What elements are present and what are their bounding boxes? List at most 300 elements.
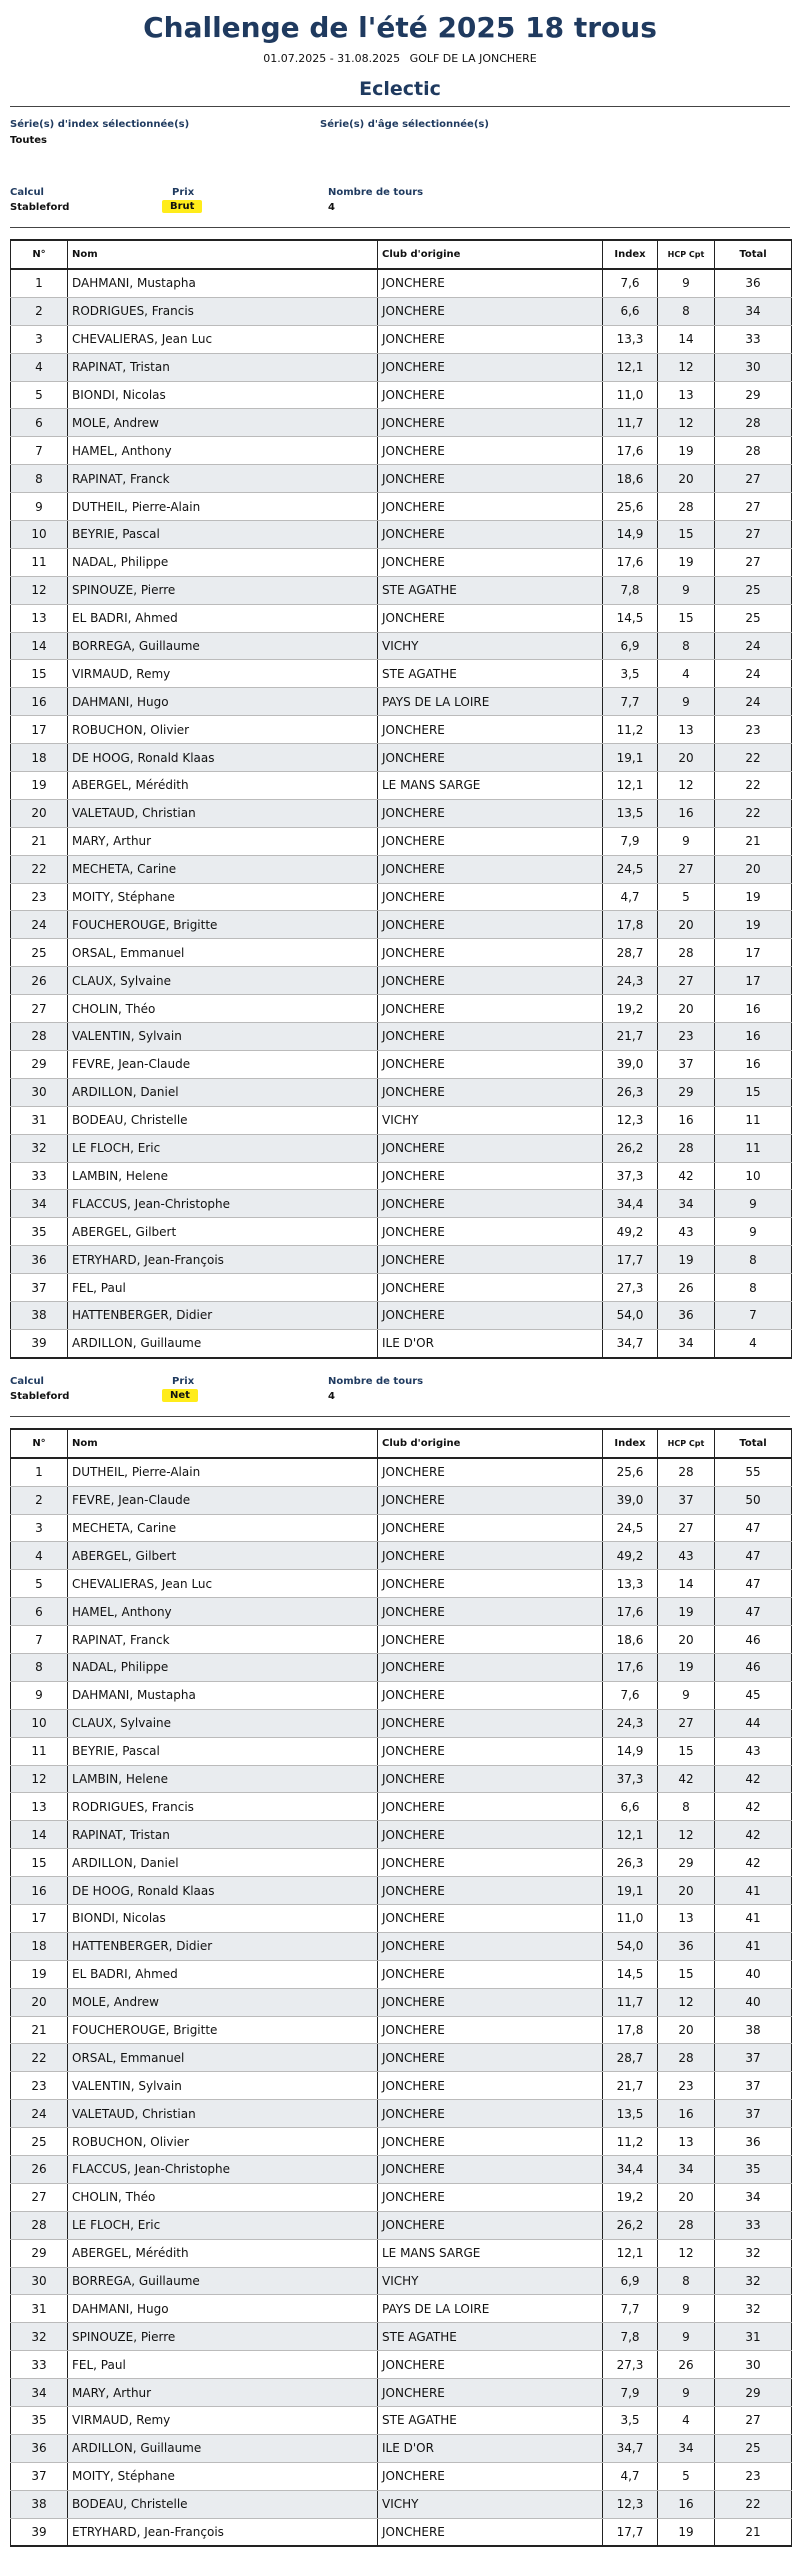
- results-table-brut: [10, 239, 792, 1359]
- index-cell: 26,2: [603, 1134, 658, 1162]
- table-row: [11, 2407, 792, 2435]
- table-row: [11, 1078, 792, 1106]
- hcp-cell: 15: [658, 1960, 715, 1988]
- index-cell: 26,3: [603, 1849, 658, 1877]
- index-cell: 7,6: [603, 1681, 658, 1709]
- table-row: [11, 939, 792, 967]
- col-header-name: Nom: [68, 1429, 378, 1458]
- rank-cell: 14: [11, 1821, 68, 1849]
- total-cell: 25: [715, 604, 792, 632]
- rank-cell: 1: [11, 1458, 68, 1486]
- table-row: [11, 1162, 792, 1190]
- club-cell: STE AGATHE: [378, 660, 603, 688]
- hcp-cell: 16: [658, 1106, 715, 1134]
- hcp-cell: 23: [658, 1023, 715, 1051]
- index-cell: 17,7: [603, 1246, 658, 1274]
- total-cell: 42: [715, 1765, 792, 1793]
- total-cell: 46: [715, 1626, 792, 1654]
- total-cell: 40: [715, 1988, 792, 2016]
- index-cell: 39,0: [603, 1050, 658, 1078]
- index-cell: 14,9: [603, 1737, 658, 1765]
- player-name-cell: EL BADRI, Ahmed: [68, 1960, 378, 1988]
- hcp-cell: 15: [658, 1737, 715, 1765]
- table-row: [11, 1988, 792, 2016]
- hcp-cell: 34: [658, 1329, 715, 1357]
- club-cell: JONCHERE: [378, 2128, 603, 2156]
- club-cell: JONCHERE: [378, 1821, 603, 1849]
- index-cell: 7,8: [603, 576, 658, 604]
- prix-label: Prix: [172, 1375, 195, 1387]
- rank-cell: 4: [11, 353, 68, 381]
- player-name-cell: ORSAL, Emmanuel: [68, 939, 378, 967]
- rank-cell: 39: [11, 2518, 68, 2546]
- index-cell: 6,6: [603, 297, 658, 325]
- club-cell: ILE D'OR: [378, 1329, 603, 1357]
- table-row: [11, 772, 792, 800]
- player-name-cell: MOLE, Andrew: [68, 409, 378, 437]
- table-row: [11, 269, 792, 297]
- hcp-cell: 12: [658, 353, 715, 381]
- total-cell: 8: [715, 1274, 792, 1302]
- club-cell: LE MANS SARGE: [378, 772, 603, 800]
- hcp-cell: 28: [658, 493, 715, 521]
- club-cell: JONCHERE: [378, 2072, 603, 2100]
- table-row: [11, 827, 792, 855]
- club-cell: JONCHERE: [378, 1765, 603, 1793]
- rank-cell: 20: [11, 1988, 68, 2016]
- rank-cell: 39: [11, 1329, 68, 1357]
- hcp-cell: 19: [658, 1598, 715, 1626]
- rank-cell: 28: [11, 1023, 68, 1051]
- player-name-cell: MARY, Arthur: [68, 827, 378, 855]
- club-cell: JONCHERE: [378, 548, 603, 576]
- rank-cell: 9: [11, 493, 68, 521]
- table-row: [11, 1653, 792, 1681]
- club-cell: JONCHERE: [378, 855, 603, 883]
- index-cell: 25,6: [603, 493, 658, 521]
- filters-block: [10, 107, 790, 183]
- club-cell: JONCHERE: [378, 2016, 603, 2044]
- table-row: [11, 1709, 792, 1737]
- club-cell: JONCHERE: [378, 911, 603, 939]
- hcp-cell: 9: [658, 2323, 715, 2351]
- rank-cell: 29: [11, 2239, 68, 2267]
- player-name-cell: HAMEL, Anthony: [68, 437, 378, 465]
- rank-cell: 34: [11, 2379, 68, 2407]
- club-cell: JONCHERE: [378, 2351, 603, 2379]
- rank-cell: 18: [11, 1932, 68, 1960]
- total-cell: 37: [715, 2100, 792, 2128]
- club-cell: JONCHERE: [378, 465, 603, 493]
- rank-cell: 12: [11, 1765, 68, 1793]
- total-cell: 55: [715, 1458, 792, 1486]
- hcp-cell: 14: [658, 325, 715, 353]
- index-cell: 7,9: [603, 2379, 658, 2407]
- player-name-cell: ETRYHARD, Jean-François: [68, 1246, 378, 1274]
- player-name-cell: BORREGA, Guillaume: [68, 632, 378, 660]
- calc-block-net: [10, 1376, 790, 1416]
- index-cell: 17,8: [603, 2016, 658, 2044]
- index-cell: 3,5: [603, 2407, 658, 2435]
- hcp-cell: 9: [658, 688, 715, 716]
- index-cell: 21,7: [603, 1023, 658, 1051]
- index-filter-value: Toutes: [10, 135, 47, 146]
- club-cell: VICHY: [378, 2490, 603, 2518]
- player-name-cell: DUTHEIL, Pierre-Alain: [68, 493, 378, 521]
- player-name-cell: RODRIGUES, Francis: [68, 297, 378, 325]
- rank-cell: 28: [11, 2211, 68, 2239]
- total-cell: 45: [715, 1681, 792, 1709]
- total-cell: 9: [715, 1190, 792, 1218]
- rank-cell: 36: [11, 2434, 68, 2462]
- player-name-cell: ARDILLON, Daniel: [68, 1849, 378, 1877]
- total-cell: 37: [715, 2072, 792, 2100]
- club-cell: JONCHERE: [378, 1190, 603, 1218]
- rank-cell: 10: [11, 1709, 68, 1737]
- total-cell: 47: [715, 1514, 792, 1542]
- club-cell: JONCHERE: [378, 1514, 603, 1542]
- table-row: [11, 1050, 792, 1078]
- rank-cell: 9: [11, 1681, 68, 1709]
- total-cell: 23: [715, 2462, 792, 2490]
- hcp-cell: 5: [658, 883, 715, 911]
- player-name-cell: RAPINAT, Franck: [68, 1626, 378, 1654]
- total-cell: 34: [715, 2183, 792, 2211]
- index-cell: 12,1: [603, 772, 658, 800]
- player-name-cell: ETRYHARD, Jean-François: [68, 2518, 378, 2546]
- index-cell: 12,1: [603, 353, 658, 381]
- club-cell: VICHY: [378, 1106, 603, 1134]
- table-row: [11, 353, 792, 381]
- hcp-cell: 19: [658, 1653, 715, 1681]
- index-cell: 4,7: [603, 2462, 658, 2490]
- hcp-cell: 26: [658, 1274, 715, 1302]
- table-row: [11, 716, 792, 744]
- index-cell: 54,0: [603, 1932, 658, 1960]
- rank-cell: 31: [11, 1106, 68, 1134]
- rank-cell: 6: [11, 1598, 68, 1626]
- rank-cell: 27: [11, 2183, 68, 2211]
- club-cell: JONCHERE: [378, 1246, 603, 1274]
- total-cell: 31: [715, 2323, 792, 2351]
- hcp-cell: 43: [658, 1218, 715, 1246]
- hcp-cell: 8: [658, 2267, 715, 2295]
- col-header-name: Nom: [68, 240, 378, 269]
- table-row: [11, 883, 792, 911]
- player-name-cell: LAMBIN, Helene: [68, 1162, 378, 1190]
- club-cell: JONCHERE: [378, 521, 603, 549]
- table-row: [11, 632, 792, 660]
- index-cell: 34,7: [603, 2434, 658, 2462]
- rank-cell: 21: [11, 2016, 68, 2044]
- club-cell: JONCHERE: [378, 1134, 603, 1162]
- total-cell: 17: [715, 967, 792, 995]
- rank-cell: 4: [11, 1542, 68, 1570]
- rank-cell: 2: [11, 297, 68, 325]
- total-cell: 42: [715, 1793, 792, 1821]
- index-cell: 18,6: [603, 465, 658, 493]
- rank-cell: 32: [11, 1134, 68, 1162]
- hcp-cell: 28: [658, 2044, 715, 2072]
- total-cell: 41: [715, 1904, 792, 1932]
- club-cell: JONCHERE: [378, 967, 603, 995]
- rank-cell: 5: [11, 1570, 68, 1598]
- player-name-cell: CHEVALIERAS, Jean Luc: [68, 1570, 378, 1598]
- hcp-cell: 15: [658, 521, 715, 549]
- player-name-cell: HAMEL, Anthony: [68, 1598, 378, 1626]
- player-name-cell: FOUCHEROUGE, Brigitte: [68, 2016, 378, 2044]
- table-row: [11, 1190, 792, 1218]
- course-name: GOLF DE LA JONCHERE: [409, 52, 537, 65]
- table-row: [11, 2239, 792, 2267]
- total-cell: 24: [715, 688, 792, 716]
- hcp-cell: 9: [658, 1681, 715, 1709]
- club-cell: JONCHERE: [378, 1570, 603, 1598]
- col-header-total: Total: [715, 1429, 792, 1458]
- table-row: [11, 1274, 792, 1302]
- total-cell: 47: [715, 1570, 792, 1598]
- hcp-cell: 19: [658, 2518, 715, 2546]
- total-cell: 37: [715, 2044, 792, 2072]
- rank-cell: 16: [11, 1877, 68, 1905]
- hcp-cell: 5: [658, 2462, 715, 2490]
- rank-cell: 13: [11, 604, 68, 632]
- tours-value: 4: [328, 202, 335, 213]
- player-name-cell: ABERGEL, Gilbert: [68, 1542, 378, 1570]
- index-cell: 14,5: [603, 1960, 658, 1988]
- hcp-cell: 29: [658, 1849, 715, 1877]
- total-cell: 32: [715, 2239, 792, 2267]
- player-name-cell: MECHETA, Carine: [68, 1514, 378, 1542]
- index-cell: 24,5: [603, 1514, 658, 1542]
- total-cell: 22: [715, 772, 792, 800]
- rank-cell: 19: [11, 1960, 68, 1988]
- hcp-cell: 29: [658, 1078, 715, 1106]
- table-row: [11, 2016, 792, 2044]
- index-cell: 24,5: [603, 855, 658, 883]
- club-cell: JONCHERE: [378, 604, 603, 632]
- rank-cell: 32: [11, 2323, 68, 2351]
- col-header-rank: N°: [11, 240, 68, 269]
- index-cell: 6,9: [603, 632, 658, 660]
- col-header-index: Index: [603, 240, 658, 269]
- table-row: [11, 2267, 792, 2295]
- total-cell: 27: [715, 493, 792, 521]
- player-name-cell: DAHMANI, Mustapha: [68, 1681, 378, 1709]
- rank-cell: 34: [11, 1190, 68, 1218]
- player-name-cell: ARDILLON, Daniel: [68, 1078, 378, 1106]
- table-row: [11, 1904, 792, 1932]
- total-cell: 24: [715, 660, 792, 688]
- hcp-cell: 12: [658, 1821, 715, 1849]
- hcp-cell: 13: [658, 381, 715, 409]
- club-cell: JONCHERE: [378, 1904, 603, 1932]
- index-cell: 26,2: [603, 2211, 658, 2239]
- rank-cell: 17: [11, 716, 68, 744]
- index-cell: 13,5: [603, 799, 658, 827]
- total-cell: 20: [715, 855, 792, 883]
- player-name-cell: NADAL, Philippe: [68, 548, 378, 576]
- calc-label: Calcul: [10, 1375, 44, 1387]
- club-cell: VICHY: [378, 2267, 603, 2295]
- table-row: [11, 1765, 792, 1793]
- rank-cell: 37: [11, 2462, 68, 2490]
- index-cell: 12,1: [603, 2239, 658, 2267]
- total-cell: 19: [715, 883, 792, 911]
- rank-cell: 22: [11, 855, 68, 883]
- table-row: [11, 1793, 792, 1821]
- index-cell: 49,2: [603, 1218, 658, 1246]
- rank-cell: 5: [11, 381, 68, 409]
- table-row: [11, 2044, 792, 2072]
- total-cell: 27: [715, 2407, 792, 2435]
- total-cell: 29: [715, 381, 792, 409]
- index-cell: 19,1: [603, 1877, 658, 1905]
- rank-cell: 23: [11, 883, 68, 911]
- hcp-cell: 19: [658, 437, 715, 465]
- table-row: [11, 604, 792, 632]
- rank-cell: 30: [11, 2267, 68, 2295]
- hcp-cell: 20: [658, 465, 715, 493]
- club-cell: JONCHERE: [378, 269, 603, 297]
- index-cell: 14,9: [603, 521, 658, 549]
- table-row: [11, 409, 792, 437]
- prix-value-highlight: Brut: [162, 200, 202, 213]
- hcp-cell: 13: [658, 716, 715, 744]
- index-cell: 39,0: [603, 1486, 658, 1514]
- club-cell: ILE D'OR: [378, 2434, 603, 2462]
- table-row: [11, 576, 792, 604]
- total-cell: 40: [715, 1960, 792, 1988]
- club-cell: JONCHERE: [378, 1598, 603, 1626]
- player-name-cell: RAPINAT, Tristan: [68, 353, 378, 381]
- table-row: [11, 437, 792, 465]
- hcp-cell: 14: [658, 1570, 715, 1598]
- club-cell: JONCHERE: [378, 1681, 603, 1709]
- table-row: [11, 548, 792, 576]
- club-cell: JONCHERE: [378, 325, 603, 353]
- player-name-cell: ORSAL, Emmanuel: [68, 2044, 378, 2072]
- index-cell: 13,3: [603, 325, 658, 353]
- total-cell: 25: [715, 576, 792, 604]
- hcp-cell: 12: [658, 2239, 715, 2267]
- player-name-cell: BODEAU, Christelle: [68, 1106, 378, 1134]
- hcp-cell: 4: [658, 2407, 715, 2435]
- club-cell: JONCHERE: [378, 297, 603, 325]
- index-cell: 17,6: [603, 548, 658, 576]
- total-cell: 11: [715, 1106, 792, 1134]
- table-row: [11, 2323, 792, 2351]
- total-cell: 17: [715, 939, 792, 967]
- club-cell: JONCHERE: [378, 2044, 603, 2072]
- rank-cell: 19: [11, 772, 68, 800]
- player-name-cell: BORREGA, Guillaume: [68, 2267, 378, 2295]
- total-cell: 44: [715, 1709, 792, 1737]
- table-row: [11, 1626, 792, 1654]
- player-name-cell: MOITY, Stéphane: [68, 883, 378, 911]
- hcp-cell: 12: [658, 772, 715, 800]
- total-cell: 43: [715, 1737, 792, 1765]
- club-cell: JONCHERE: [378, 1218, 603, 1246]
- hcp-cell: 16: [658, 799, 715, 827]
- hcp-cell: 27: [658, 1709, 715, 1737]
- player-name-cell: VALENTIN, Sylvain: [68, 2072, 378, 2100]
- table-row: [11, 1932, 792, 1960]
- index-cell: 11,7: [603, 1988, 658, 2016]
- player-name-cell: MOLE, Andrew: [68, 1988, 378, 2016]
- club-cell: STE AGATHE: [378, 2323, 603, 2351]
- player-name-cell: LE FLOCH, Eric: [68, 1134, 378, 1162]
- table-row: [11, 1681, 792, 1709]
- hcp-cell: 8: [658, 297, 715, 325]
- hcp-cell: 9: [658, 2295, 715, 2323]
- total-cell: 42: [715, 1849, 792, 1877]
- player-name-cell: RODRIGUES, Francis: [68, 1793, 378, 1821]
- club-cell: JONCHERE: [378, 2211, 603, 2239]
- club-cell: JONCHERE: [378, 1274, 603, 1302]
- hcp-cell: 20: [658, 911, 715, 939]
- table-row: [11, 2156, 792, 2184]
- table-row: [11, 1598, 792, 1626]
- hcp-cell: 20: [658, 744, 715, 772]
- rank-cell: 11: [11, 548, 68, 576]
- index-cell: 11,2: [603, 2128, 658, 2156]
- hcp-cell: 37: [658, 1050, 715, 1078]
- rank-cell: 29: [11, 1050, 68, 1078]
- club-cell: JONCHERE: [378, 716, 603, 744]
- player-name-cell: FEL, Paul: [68, 1274, 378, 1302]
- club-cell: JONCHERE: [378, 2183, 603, 2211]
- col-header-club: Club d'origine: [378, 240, 603, 269]
- player-name-cell: ROBUCHON, Olivier: [68, 2128, 378, 2156]
- table-row: [11, 2072, 792, 2100]
- total-cell: 27: [715, 521, 792, 549]
- total-cell: 27: [715, 548, 792, 576]
- table-row: [11, 2128, 792, 2156]
- club-cell: PAYS DE LA LOIRE: [378, 688, 603, 716]
- rank-cell: 22: [11, 2044, 68, 2072]
- hcp-cell: 42: [658, 1765, 715, 1793]
- club-cell: JONCHERE: [378, 353, 603, 381]
- index-cell: 34,7: [603, 1329, 658, 1357]
- index-cell: 37,3: [603, 1765, 658, 1793]
- rank-cell: 37: [11, 1274, 68, 1302]
- index-cell: 34,4: [603, 1190, 658, 1218]
- total-cell: 30: [715, 353, 792, 381]
- hcp-cell: 27: [658, 967, 715, 995]
- player-name-cell: DUTHEIL, Pierre-Alain: [68, 1458, 378, 1486]
- player-name-cell: SPINOUZE, Pierre: [68, 2323, 378, 2351]
- club-cell: JONCHERE: [378, 2156, 603, 2184]
- hcp-cell: 20: [658, 2183, 715, 2211]
- total-cell: 47: [715, 1542, 792, 1570]
- player-name-cell: DAHMANI, Hugo: [68, 688, 378, 716]
- hcp-cell: 12: [658, 1988, 715, 2016]
- table-row: [11, 521, 792, 549]
- index-cell: 12,3: [603, 1106, 658, 1134]
- hcp-cell: 28: [658, 1134, 715, 1162]
- player-name-cell: DE HOOG, Ronald Klaas: [68, 1877, 378, 1905]
- total-cell: 23: [715, 716, 792, 744]
- hcp-cell: 28: [658, 2211, 715, 2239]
- total-cell: 9: [715, 1218, 792, 1246]
- player-name-cell: BODEAU, Christelle: [68, 2490, 378, 2518]
- player-name-cell: ABERGEL, Mérédith: [68, 2239, 378, 2267]
- rank-cell: 10: [11, 521, 68, 549]
- table-row: [11, 1570, 792, 1598]
- rank-cell: 18: [11, 744, 68, 772]
- club-cell: JONCHERE: [378, 2518, 603, 2546]
